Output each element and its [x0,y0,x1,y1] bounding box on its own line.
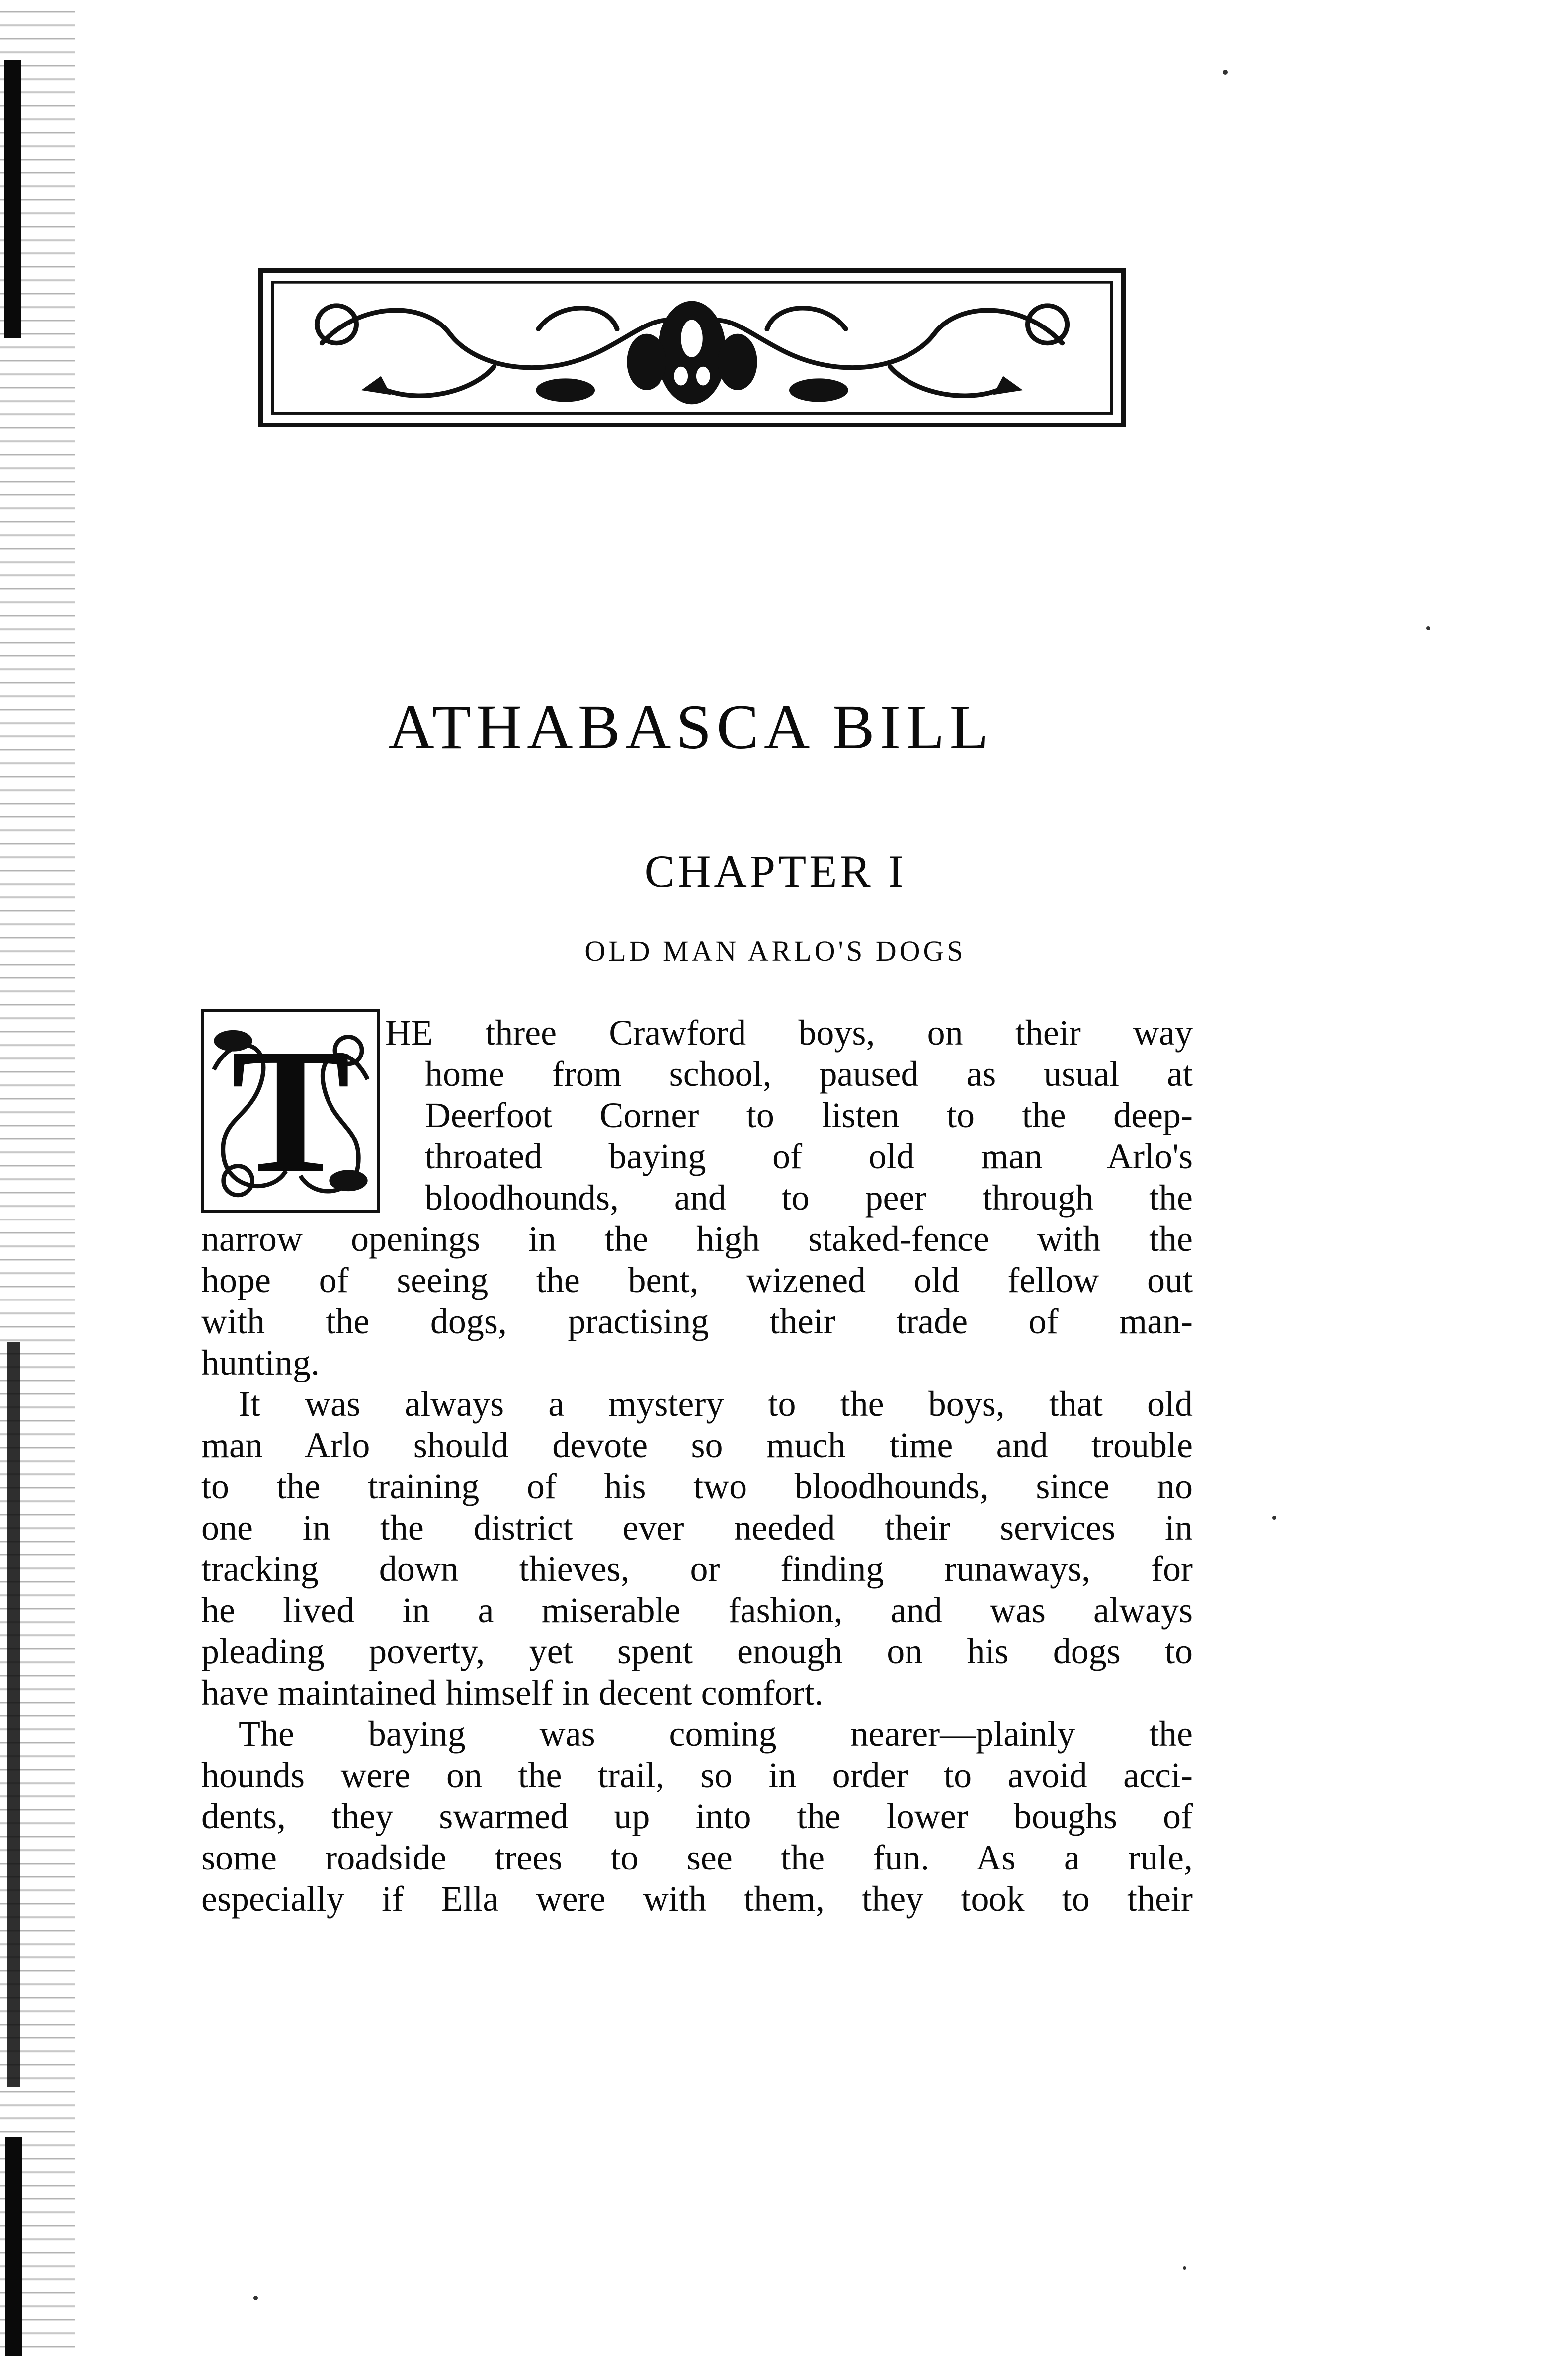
text-line: hunting. [201,1343,320,1382]
text-line: man Arlo should devote so much time and trouble [201,1425,1193,1465]
text-line: Deerfoot Corner to listen to the deep- [425,1095,1193,1135]
scan-speck [1272,1516,1276,1520]
binding-shadow [5,2137,22,2356]
text-line: home from school, paused as usual at [425,1054,1193,1094]
text-line: to the training of his two bloodhounds, since no [201,1466,1193,1506]
binding-shadow [7,1342,20,2087]
drop-cap [201,1009,380,1213]
text-line: The baying was coming nearer—plainly the [239,1714,1193,1754]
scan-speck [253,2296,258,2300]
text-line: pleading poverty, yet spent enough on his dogs to [201,1631,1193,1671]
page-binding-edge [0,0,75,2357]
binding-shadow [4,60,21,338]
text-line: have maintained himself in decent comfort. [201,1673,824,1712]
scroll-vine-ornament-icon [263,273,1121,423]
scan-speck [1426,626,1430,630]
text-line: some roadside trees to see the fun. As a rule, [201,1838,1193,1877]
text-line: hope of seeing the bent, wizened old fellow out [201,1260,1193,1300]
header-ornament [258,268,1126,427]
chapter-number: CHAPTER I [644,846,907,896]
text-line: tracking down thieves, or finding runaways, for [201,1549,1193,1589]
scan-speck [1223,70,1228,75]
drop-cap-letter: T [231,1011,351,1210]
text-line: especially if Ella were with them, they took to their [201,1879,1193,1919]
text-line: he lived in a miserable fashion, and was always [201,1590,1193,1630]
text-line: throated baying of old man Arlo's [425,1137,1193,1176]
text-line: one in the district ever needed their services in [201,1508,1193,1547]
text-line: It was always a mystery to the boys, that old [239,1384,1193,1424]
text-line: narrow openings in the high staked-fence with the [201,1219,1193,1259]
scan-speck [1183,2266,1186,2270]
text-line: hounds were on the trail, so in order to avoid acci- [201,1755,1193,1795]
book-title: ATHABASCA BILL [388,692,993,762]
text-line: dents, they swarmed up into the lower boughs of [201,1796,1193,1836]
text-line: bloodhounds, and to peer through the [425,1178,1193,1218]
chapter-title: OLD MAN ARLO'S DOGS [584,935,966,967]
text-line: HE three Crawford boys, on their way [385,1013,1193,1053]
text-line: with the dogs, practising their trade of man- [201,1301,1193,1341]
